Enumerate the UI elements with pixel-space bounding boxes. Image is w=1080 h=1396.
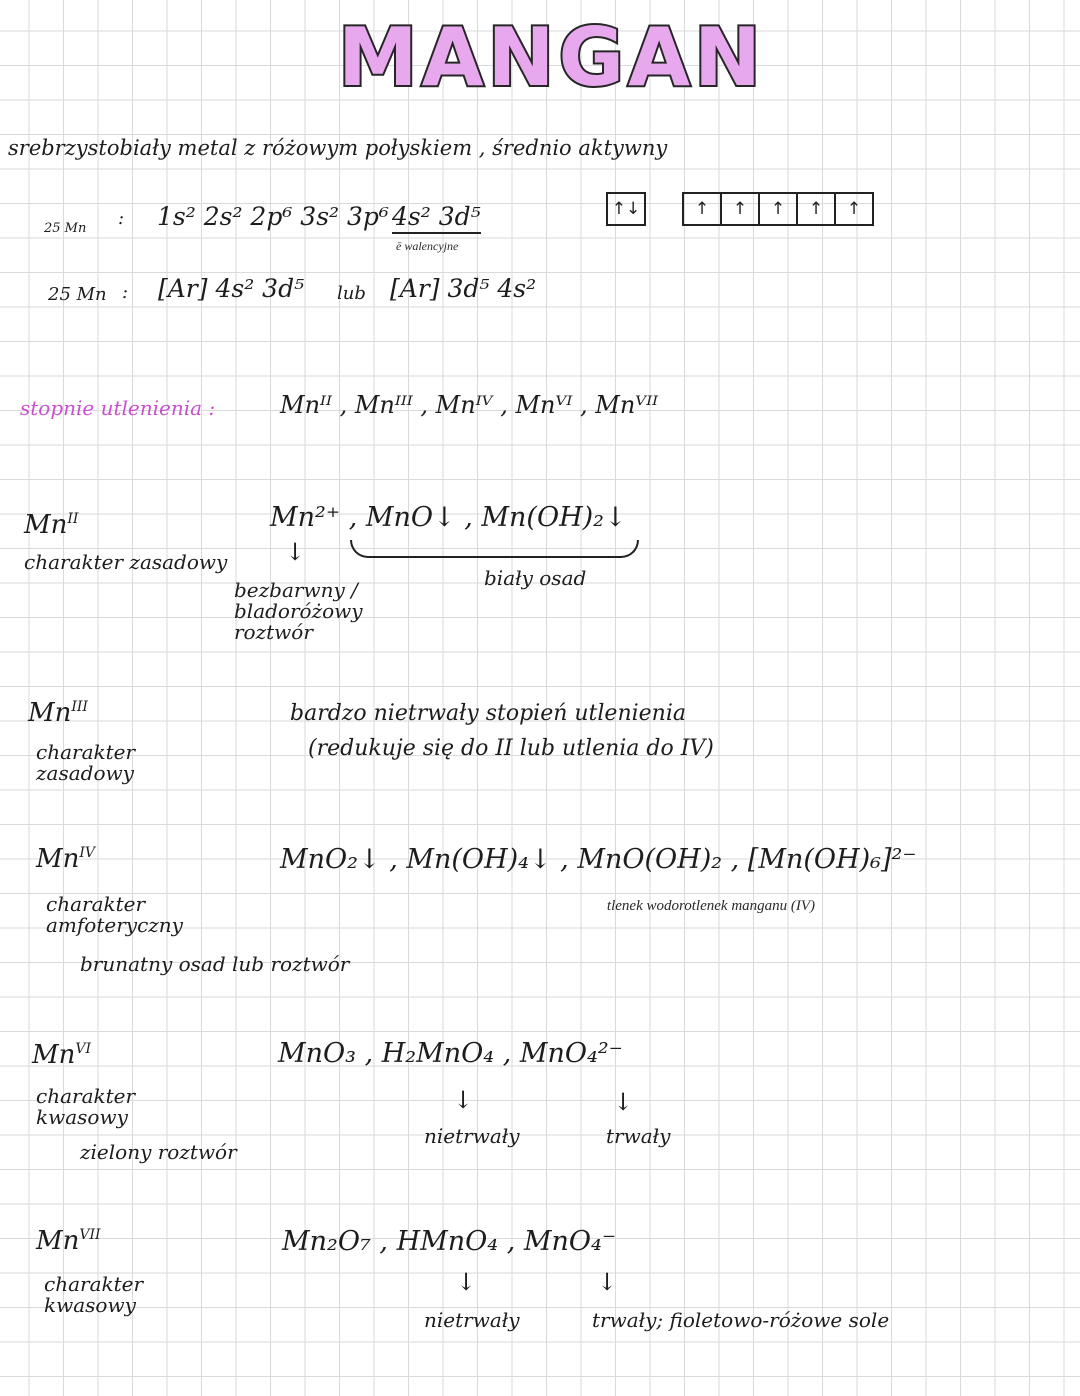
mn4-color-note: brunatny osad lub roztwór <box>80 952 350 976</box>
mn6-label: $Mn^{VI}$ <box>32 1040 92 1070</box>
mn2-formulas: Mn²⁺ , MnO↓ , Mn(OH)₂↓ <box>270 502 627 533</box>
config1-label: 25 Mn <box>44 221 87 236</box>
mn7-ion-note: trwały; fioletowo-różowe sole <box>592 1308 890 1332</box>
mn7-label: $Mn^{VII}$ <box>36 1226 101 1256</box>
mn2-ion-note: bezbarwny / bladoróżowy roztwór <box>234 578 363 644</box>
oxidation-label: stopnie utlenienia : <box>20 396 216 420</box>
mn7-formulas: Mn₂O₇ , HMnO₄ , MnO₄⁻ <box>282 1226 617 1257</box>
mn4-character: charakter amfoteryczny <box>46 892 183 937</box>
orbital-d-cell: ↑ <box>720 194 758 224</box>
mn3-character: charakter zasadowy <box>36 740 136 785</box>
page-title: MANGAN <box>338 11 766 104</box>
mn7-acid-arrow: ↓ <box>456 1268 477 1296</box>
mn6-ion-note: trwały <box>606 1124 671 1148</box>
mn6-acid-note: nietrwały <box>424 1124 520 1148</box>
mn6-color-note: zielony roztwór <box>80 1140 237 1164</box>
mn7-acid-note: nietrwały <box>424 1308 520 1332</box>
orbital-4s-box <box>606 192 646 226</box>
config2-or: lub <box>337 283 366 304</box>
config1-colon: : <box>118 208 125 229</box>
valence-electrons-note: ē walencyjne <box>396 239 459 253</box>
mn4-formulas: MnO₂↓ , Mn(OH)₄↓ , MnO(OH)₂ , [Mn(OH)₆]²⁻ <box>280 844 917 875</box>
config2-colon: : <box>122 282 129 303</box>
orbital-d-cell: ↑ <box>758 194 796 224</box>
mn2-arrow: ↓ <box>285 538 306 566</box>
orbital-s-cell: ↑↓ <box>611 199 641 219</box>
mn3-label: $Mn^{III}$ <box>28 698 88 728</box>
mn4-label: $Mn^{IV}$ <box>36 844 96 874</box>
config2-label: 25 Mn <box>48 284 107 305</box>
mn7-character: charakter kwasowy <box>44 1272 144 1317</box>
mn2-character: charakter zasadowy <box>24 550 228 574</box>
mn4-formula-note: tlenek wodorotlenek manganu (IV) <box>606 898 816 914</box>
mn3-line2: (redukuje się do II lub utlenia do IV) <box>308 736 714 761</box>
orbital-d-cell: ↑ <box>834 194 872 224</box>
mn6-formulas: MnO₃ , H₂MnO₄ , MnO₄²⁻ <box>278 1038 623 1069</box>
config2-alt: [Ar] 3d⁵ 4s² <box>390 274 537 303</box>
mn6-acid-arrow: ↓ <box>453 1086 474 1114</box>
config1-core: 1s² 2s² 2p⁶ 3s² 3p⁶ <box>157 202 389 231</box>
orbital-3d-boxes <box>682 192 874 226</box>
config2-short: [Ar] 4s² 3d⁵ <box>158 274 305 303</box>
oxidation-states: Mnᴵᴵ , Mnᴵᴵᴵ , Mnᴵⱽ , Mnⱽᴵ , Mnⱽᴵᴵ <box>280 391 659 419</box>
mn6-ion-arrow: ↓ <box>613 1088 634 1116</box>
orbital-d-cell: ↑ <box>694 199 710 219</box>
config1-valence: 4s² 3d⁵ <box>392 204 481 234</box>
mn2-label: $Mn^{II}$ <box>24 510 79 540</box>
mn3-line1: bardzo nietrwały stopień utlenienia <box>290 701 686 726</box>
mn2-brace <box>350 540 639 558</box>
mn2-precip-note: biały osad <box>484 566 587 590</box>
mn7-ion-arrow: ↓ <box>597 1268 618 1296</box>
mn6-character: charakter kwasowy <box>36 1084 136 1129</box>
subtitle: srebrzystobiały metal z różowym połyskiem , średnio aktywny <box>8 136 668 160</box>
orbital-d-cell: ↑ <box>796 194 834 224</box>
